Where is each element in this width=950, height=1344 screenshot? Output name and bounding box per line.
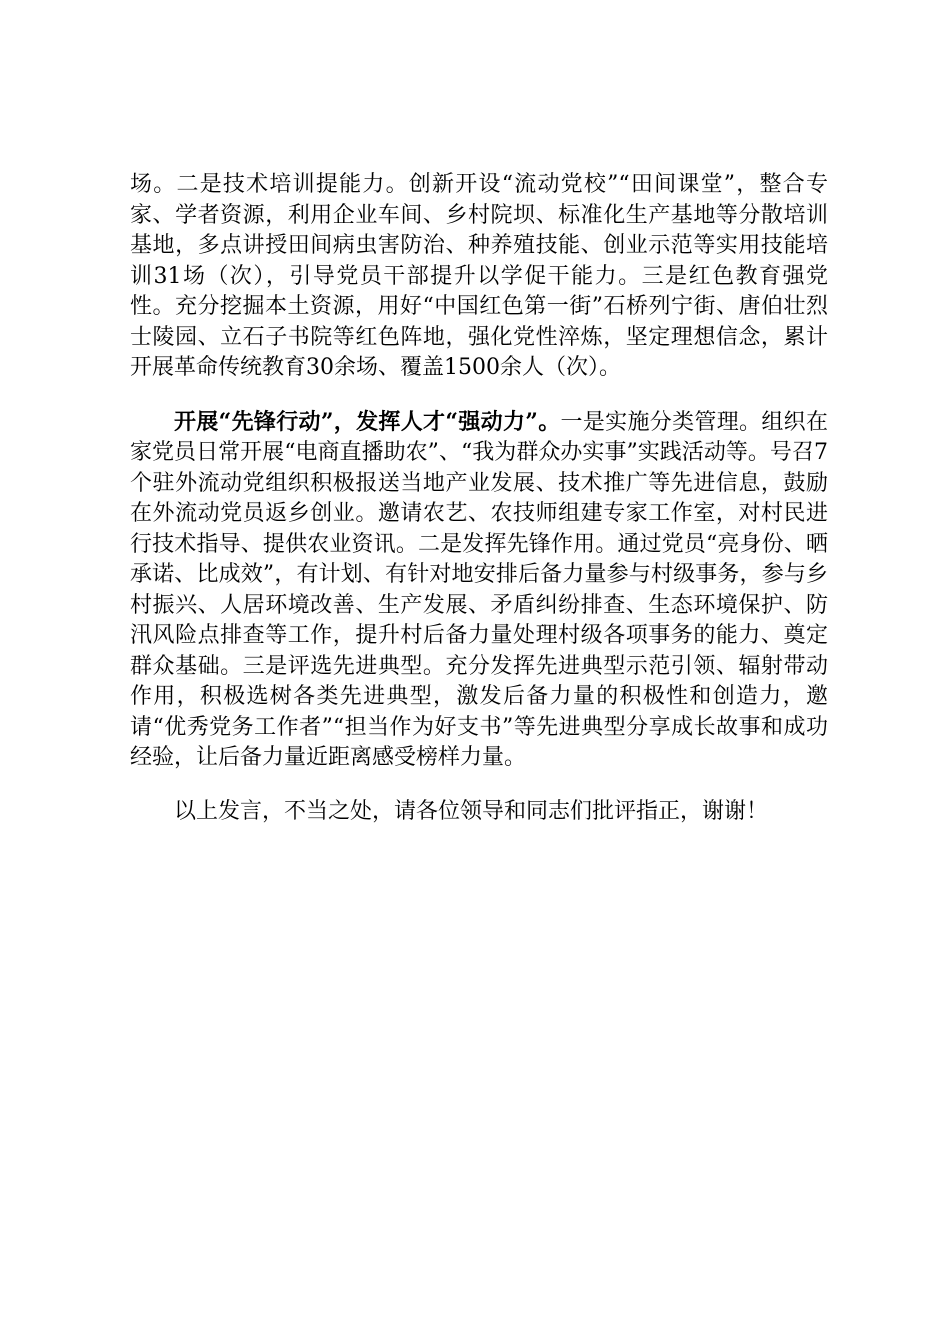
- paragraph-continuation: [130, 170, 828, 384]
- paragraph-text: 一是实施分类管理。组织在家党员日常开展“电商直播助农”、“我为群众办实事”实践活动等。号召7个驻外流动党组织积极报送当地产业发展、技术推广等先进信息，鼓励在外流动党员返乡创业。邀请农艺、农技师组建专家工作室，对村民进行技术指导、提供农业资讯。二是发挥先锋作用。通过党员“亮身份、晒承诺、比成效”，有计划、有针对地安排后备力量参与村级事务，参与乡村振兴、人居环境改善、生产发展、矛盾纠纷排查、生态环境保护、防汛风险点排查等工作，提升村后备力量处理村级各项事务的能力、奠定群众基础。三是评选先进典型。充分发挥先进典型示范引领、辐射带动作用，积极选树各类先进典型，激发后备力量的积极性和创造力，邀请“优秀党务工作者”“担当作为好支书”等先进典型分享成长故事和成功经验，让后备力量近距离感受榜样力量。: [130, 409, 828, 770]
- paragraph-heading: 开展“先锋行动”，发挥人才“强动力”。: [174, 408, 561, 435]
- document-body: [130, 170, 828, 827]
- paragraph-closing: [130, 797, 828, 828]
- paragraph-text: 场。二是技术培训提能力。创新开设“流动党校”“田间课堂”，整合专家、学者资源，利用企业车间、乡村院坝、标准化生产基地等分散培训基地，多点讲授田间病虫害防治、种养殖技能、创业示范等实用技能培训31场（次），引导党员干部提升以学促干能力。三是红色教育强党性。充分挖掘本土资源，用好“中国红色第一街”石桥列宁街、唐伯壮烈士陵园、立石子书院等红色阵地，强化党性淬炼，坚定理想信念，累计开展革命传统教育30余场、覆盖1500余人（次）。: [130, 172, 828, 380]
- paragraph-vanguard-action: [130, 407, 828, 774]
- paragraph-text: 以上发言，不当之处，请各位领导和同志们批评指正，谢谢！: [174, 798, 769, 824]
